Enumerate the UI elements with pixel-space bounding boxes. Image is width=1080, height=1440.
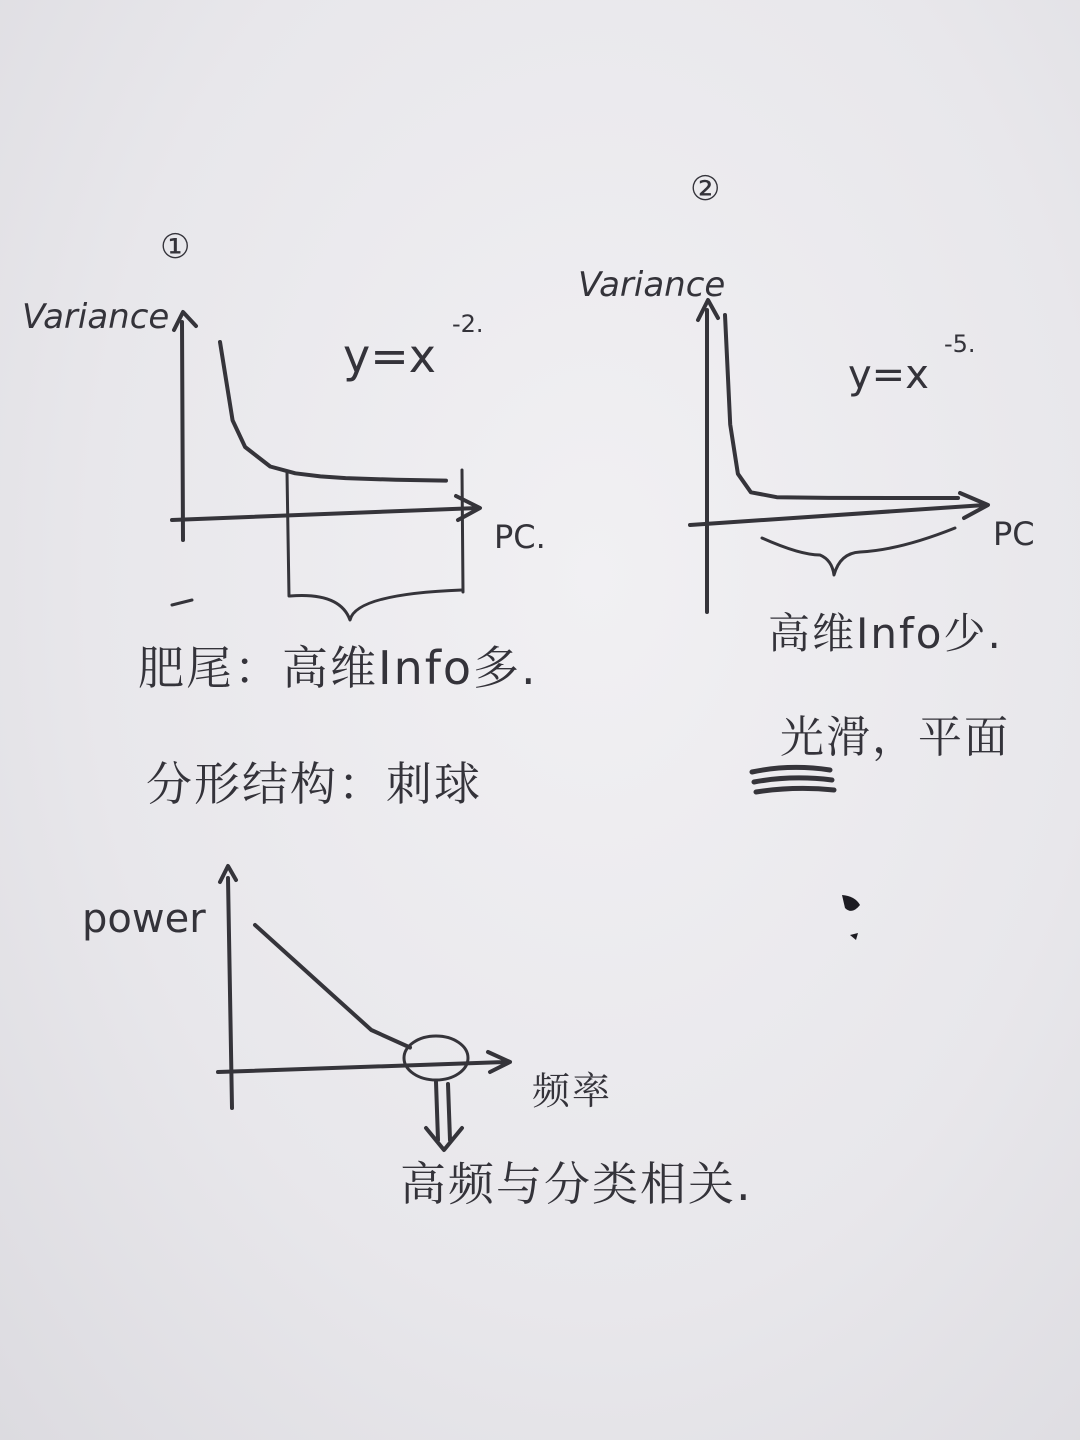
diagram-3-curve (255, 925, 410, 1048)
diagram-2-number: ② (690, 169, 721, 209)
diagram-1-y-axis (174, 312, 196, 540)
diagram-2-scribble (752, 767, 834, 792)
diagram-1 (22, 227, 546, 811)
diagram-3-high-freq-circle (404, 1036, 468, 1080)
diagram-3 (82, 866, 753, 1211)
diagram-2-curve (725, 315, 958, 498)
diagram-1-x-label: PC. (494, 518, 546, 556)
diagram-3-note: 高频与分类相关. (400, 1157, 753, 1211)
ink-blot (842, 895, 860, 911)
diagram-3-y-label: power (82, 896, 206, 942)
diagram-1-arrow-mark (172, 600, 192, 605)
diagram-1-formula-base: y=x (343, 329, 436, 383)
ink-dot (850, 933, 858, 940)
diagram-1-tail-brace (290, 590, 462, 620)
diagram-3-x-label: 频率 (532, 1069, 613, 1113)
diagram-2-y-axis (698, 300, 718, 612)
diagram-2-note-info: 高维Info少. (768, 609, 1003, 658)
diagram-1-note-fat-tail: 肥尾：高维Info多. (138, 641, 538, 695)
diagram-1-x-axis (172, 496, 480, 520)
diagram-1-number: ① (160, 227, 191, 267)
diagram-2-formula-base: y=x (848, 352, 929, 398)
diagram-3-down-arrow (426, 1082, 462, 1150)
diagram-1-y-label: Variance (22, 297, 170, 337)
diagram-1-formula-exponent: -2. (452, 310, 484, 338)
diagram-1-tail-bounds (287, 470, 463, 596)
diagram-2-note-smooth: 光滑，平面 (780, 712, 1010, 763)
diagram-2-y-label: Variance (578, 265, 726, 305)
diagram-1-note-fractal: 分形结构：刺球 (146, 757, 482, 811)
diagram-2-tail-brace (762, 528, 955, 575)
diagram-2-formula-exponent: -5. (944, 330, 976, 358)
diagram-2 (578, 169, 1035, 940)
diagram-2-x-label: PC (993, 515, 1035, 553)
